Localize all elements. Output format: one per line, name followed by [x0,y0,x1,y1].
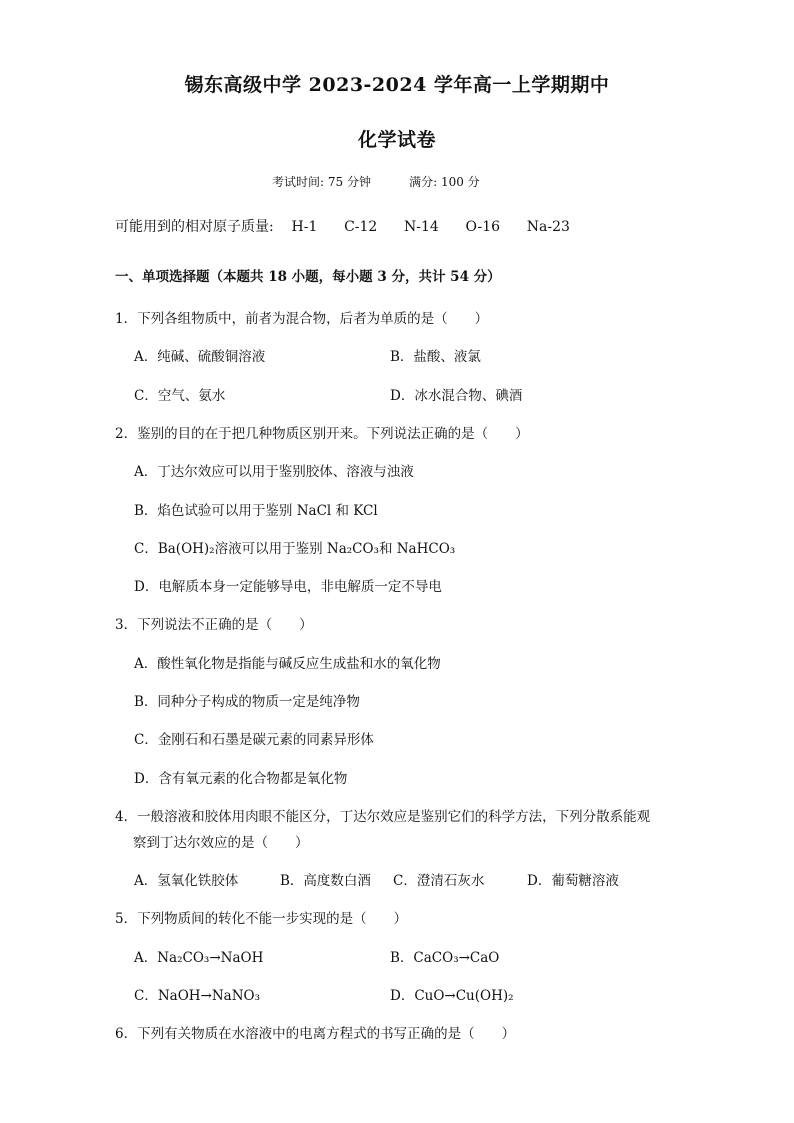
question-4-option-d: D．葡萄糖溶液 [527,873,619,889]
question-5-option-a: A．Na₂CO₃→NaOH [134,950,264,966]
question-6-stem: 6．下列有关物质在水溶液中的电离方程式的书写正确的是（ ） [115,1026,516,1042]
exam-title: 锡东高级中学 2023-2024 学年高一上学期期中 [184,74,610,96]
atomic-masses: 可能用到的相对原子质量: H-1 C-12 N-14 O-16 Na-23 [115,219,570,235]
question-2-option-a: A．丁达尔效应可以用于鉴别胶体、溶液与浊液 [134,464,414,480]
question-3-option-c: C．金刚石和石墨是碳元素的同素异形体 [134,732,374,748]
question-5-stem: 5．下列物质间的转化不能一步实现的是（ ） [115,911,408,927]
question-2-stem: 2．鉴别的目的在于把几种物质区别开来。下列说法正确的是（ ） [115,426,529,442]
question-4-stem-continued: 察到丁达尔效应的是（ ） [133,835,309,851]
question-1-option-c: C．空气、氨水 [134,388,226,404]
question-5-option-d: D．CuO→Cu(OH)₂ [390,988,514,1004]
question-4-option-a: A．氢氧化铁胶体 [134,873,239,889]
question-3-option-d: D．含有氧元素的化合物都是氧化物 [134,771,348,787]
exam-info: 考试时间: 75 分钟 满分: 100 分 [272,175,480,189]
question-3-option-b: B．同种分子构成的物质一定是纯净物 [134,694,360,710]
question-3-stem: 3．下列说法不正确的是（ ） [115,617,313,633]
section-heading: 一、单项选择题（本题共 18 小题，每小题 3 分，共计 54 分） [115,269,501,285]
question-2-option-b: B．焰色试验可以用于鉴别 NaCl 和 KCl [134,503,378,519]
question-2-option-c: C．Ba(OH)₂溶液可以用于鉴别 Na₂CO₃和 NaHCO₃ [134,541,456,557]
question-1-option-d: D．冰水混合物、碘酒 [390,388,523,404]
question-1-option-b: B．盐酸、液氯 [390,349,481,365]
question-4-option-b: B．高度数白酒 [280,873,371,889]
question-3-option-a: A．酸性氧化物是指能与碱反应生成盐和水的氧化物 [134,656,441,672]
question-5-option-b: B．CaCO₃→CaO [390,950,500,966]
question-2-option-d: D．电解质本身一定能够导电，非电解质一定不导电 [134,579,442,595]
question-4-stem: 4．一般溶液和胶体用肉眼不能区分，丁达尔效应是鉴别它们的科学方法，下列分散系能观 [115,809,651,825]
question-4-option-c: C．澄清石灰水 [393,873,485,889]
question-1-option-a: A．纯碱、硫酸铜溶液 [134,349,266,365]
question-5-option-c: C．NaOH→NaNO₃ [134,988,260,1004]
question-1-stem: 1．下列各组物质中，前者为混合物，后者为单质的是（ ） [115,311,489,327]
exam-subtitle: 化学试卷 [357,129,436,151]
